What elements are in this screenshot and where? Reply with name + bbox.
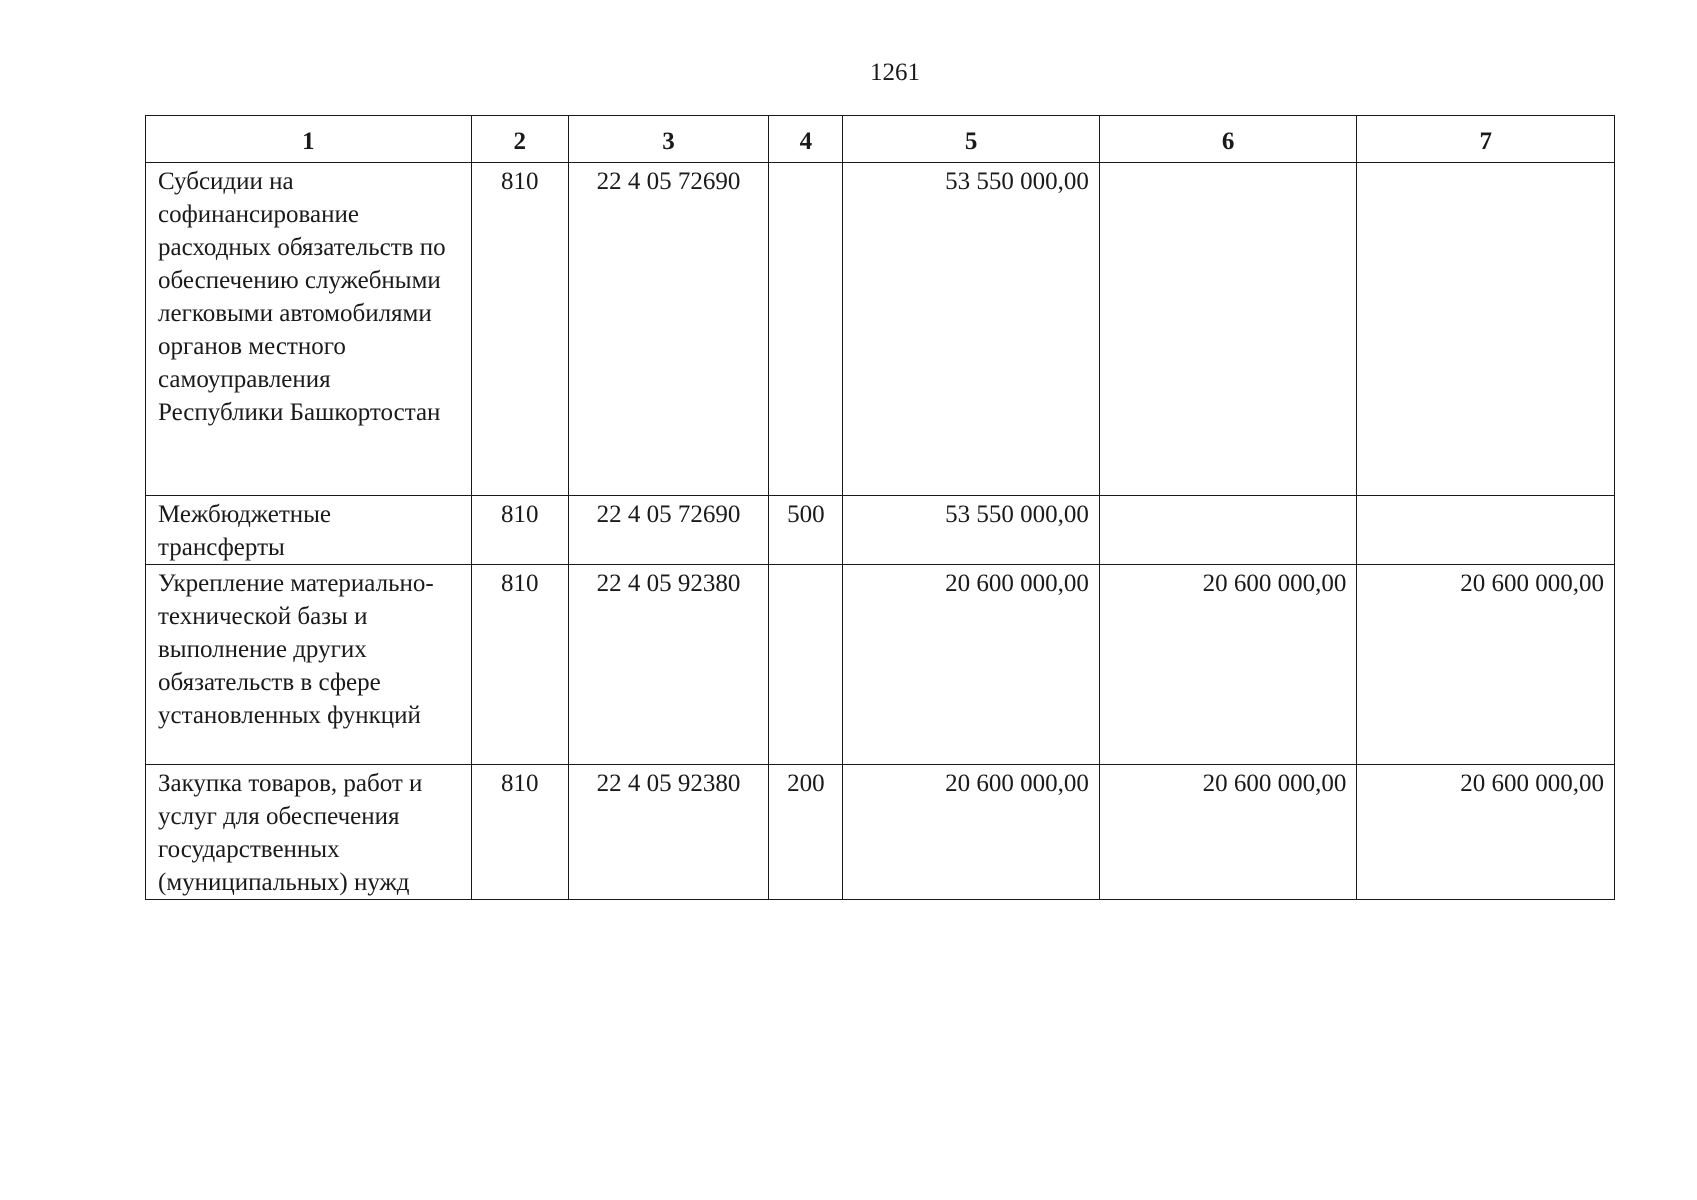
header-col-3: 3 bbox=[568, 116, 768, 163]
row-col6 bbox=[1099, 163, 1357, 496]
row-name: Межбюджетные трансферты bbox=[146, 496, 472, 565]
budget-table bbox=[145, 115, 1615, 900]
row-col7: 20 600 000,00 bbox=[1357, 765, 1615, 900]
row-col4: 200 bbox=[769, 765, 843, 900]
header-row bbox=[146, 116, 1615, 163]
row-name: Укрепление материально-технической базы и выполнение других обязательств в сфере установленных функций bbox=[146, 565, 472, 765]
page-number: 1261 bbox=[870, 59, 920, 86]
row-col2: 810 bbox=[471, 496, 568, 565]
header-col-6: 6 bbox=[1099, 116, 1357, 163]
row-col6: 20 600 000,00 bbox=[1099, 565, 1357, 765]
row-col2: 810 bbox=[471, 163, 568, 496]
row-col3: 22 4 05 92380 bbox=[568, 765, 768, 900]
row-col2: 810 bbox=[471, 765, 568, 900]
row-col3: 22 4 05 92380 bbox=[568, 565, 768, 765]
header-col-4: 4 bbox=[769, 116, 843, 163]
row-col7 bbox=[1357, 163, 1615, 496]
row-col2: 810 bbox=[471, 565, 568, 765]
row-col7: 20 600 000,00 bbox=[1357, 565, 1615, 765]
table-row bbox=[146, 765, 1615, 900]
header-col-2: 2 bbox=[471, 116, 568, 163]
row-col4: 500 bbox=[769, 496, 843, 565]
row-name: Закупка товаров, работ и услуг для обеспечения государственных (муниципальных) нужд bbox=[146, 765, 472, 900]
row-col7 bbox=[1357, 496, 1615, 565]
row-col5: 20 600 000,00 bbox=[843, 565, 1100, 765]
table-row bbox=[146, 565, 1615, 765]
header-col-5: 5 bbox=[843, 116, 1100, 163]
header-col-1: 1 bbox=[146, 116, 472, 163]
table-row bbox=[146, 496, 1615, 565]
table-row bbox=[146, 163, 1615, 496]
row-col4 bbox=[769, 163, 843, 496]
row-col3: 22 4 05 72690 bbox=[568, 163, 768, 496]
row-name: Субсидии на софинансирование расходных обязательств по обеспечению служебными легковыми автомобилями органов местного самоуправления Республики Башкортостан bbox=[146, 163, 472, 496]
row-col3: 22 4 05 72690 bbox=[568, 496, 768, 565]
row-col6 bbox=[1099, 496, 1357, 565]
row-col6: 20 600 000,00 bbox=[1099, 765, 1357, 900]
row-col5: 20 600 000,00 bbox=[843, 765, 1100, 900]
row-col5: 53 550 000,00 bbox=[843, 163, 1100, 496]
row-col5: 53 550 000,00 bbox=[843, 496, 1100, 565]
row-col4 bbox=[769, 565, 843, 765]
header-col-7: 7 bbox=[1357, 116, 1615, 163]
